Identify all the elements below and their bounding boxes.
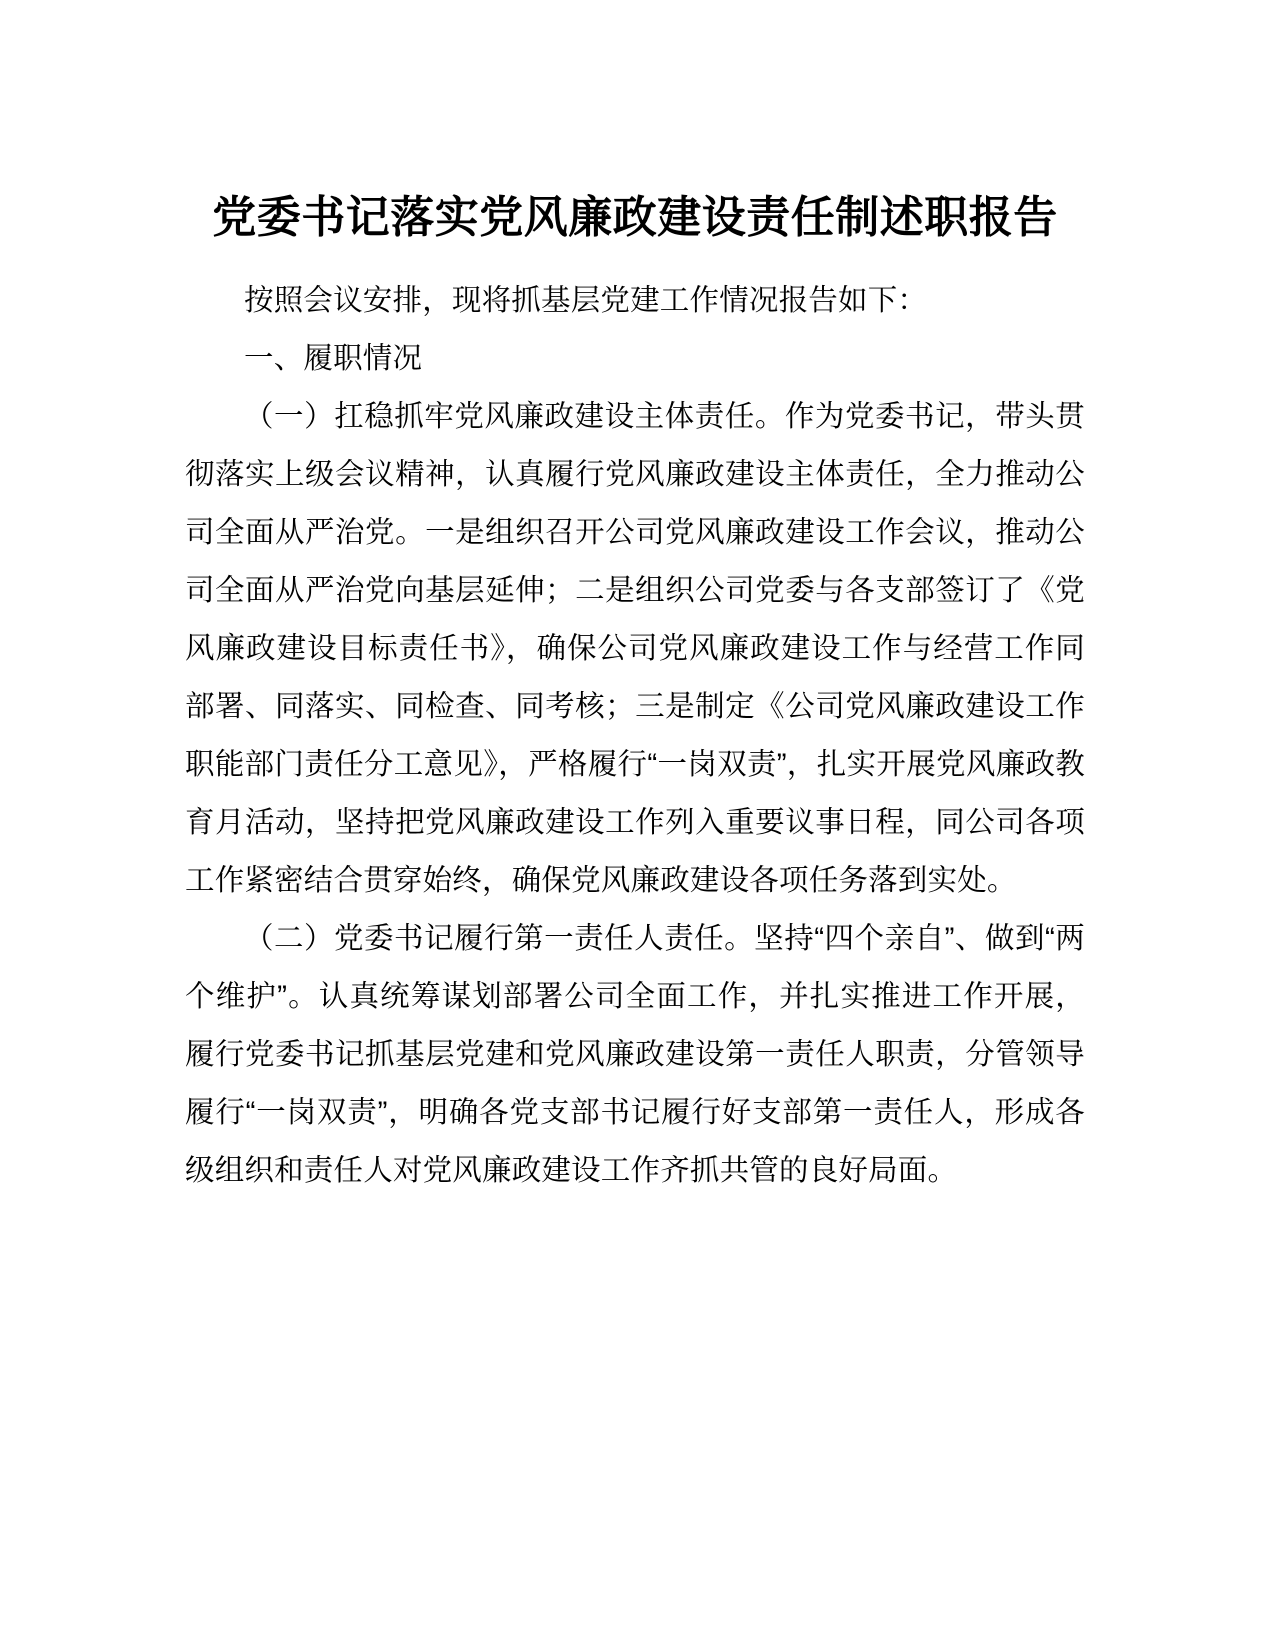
subsection-paragraph-2: （二）党委书记履行第一责任人责任。坚持“四个亲自”、做到“两个维护”。认真统筹谋划部署公司全面工作，并扎实推进工作开展，履行党委书记抓基层党建和党风廉政建设第一责任人职责，分管领导履行“一岗双责”，明确各党支部书记履行好支部第一责任人，形成各级组织和责任人对党风廉政建设工作齐抓共管的良好局面。 (185, 922, 1085, 1188)
page-title: 党委书记落实党风廉政建设责任制述职报告 (212, 193, 1058, 242)
section-heading-1: 一、履职情况 (244, 342, 423, 376)
intro-paragraph: 按照会议安排，现将抓基层党建工作情况报告如下： (244, 284, 928, 318)
subsection-paragraph-1: （一）扛稳抓牢党风廉政建设主体责任。作为党委书记，带头贯彻落实上级会议精神，认真履行党风廉政建设主体责任，全力推动公司全面从严治党。一是组织召开公司党风廉政建设工作会议，推动公司全面从严治党向基层延伸；二是组织公司党委与各支部签订了《党风廉政建设目标责任书》，确保公司党风廉政建设工作与经营工作同部署、同落实、同检查、同考核；三是制定《公司党风廉政建设工作职能部门责任分工意见》，严格履行“一岗双责”，扎实开展党风廉政教育月活动，坚持把党风廉政建设工作列入重要议事日程，同公司各项工作紧密结合贯穿始终，确保党风廉政建设各项任务落到实处。 (185, 400, 1085, 898)
